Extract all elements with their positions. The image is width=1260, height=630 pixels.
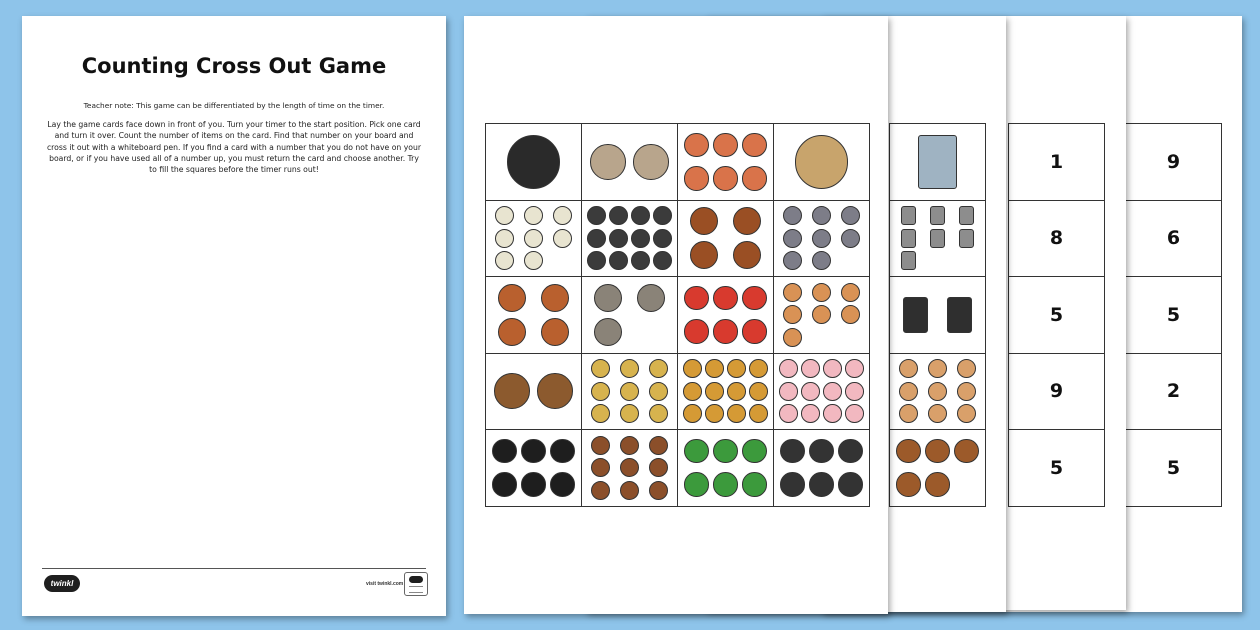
card-pictures: [491, 206, 576, 272]
cow-icon: [587, 229, 606, 248]
lion-icon: [649, 404, 668, 423]
animal-card-grid: [485, 123, 870, 507]
horse-black-icon: [550, 472, 574, 496]
card-pictures: [683, 435, 768, 501]
pig-icon: [823, 382, 842, 401]
card-pictures: [683, 359, 768, 425]
pig-icon: [779, 359, 798, 378]
card-giraffe[interactable]: [678, 354, 774, 431]
eye-icon: [896, 439, 920, 463]
card-phone[interactable]: [890, 277, 986, 354]
monkey-icon: [649, 436, 668, 455]
number-card[interactable]: 2: [1126, 354, 1222, 431]
page-title: Counting Cross Out Game: [81, 54, 387, 78]
hamster-icon: [841, 305, 860, 324]
card-cat[interactable]: [582, 124, 678, 201]
lion-icon: [591, 359, 610, 378]
cow-icon: [631, 206, 650, 225]
card-pictures: [779, 129, 864, 195]
guinea-pig-icon: [928, 359, 947, 378]
card-snake[interactable]: [678, 430, 774, 507]
spoon-icon: [901, 229, 915, 248]
cow-icon: [587, 251, 606, 270]
game-rules: Lay the game cards face down in front of you. Turn your timer to the start position. Pick one card and turn it over. Count the number of items on the card. Find that number on your board and cross it out with a whiteboard pen. If you find a card with a number that you do not have on your board, or if you have used all of a number up, you must return the card and choose another. Try to fill the squares before the timer runs out!: [46, 120, 422, 175]
rabbit-icon: [783, 229, 802, 248]
card-pictures: [587, 435, 672, 501]
card-pictures: [895, 435, 980, 501]
card-pictures: [895, 282, 980, 348]
squirrel-icon: [541, 318, 569, 346]
hen-icon: [733, 207, 761, 235]
pig-icon: [779, 382, 798, 401]
card-pictures: [895, 129, 980, 195]
number-card[interactable]: 5: [1009, 277, 1105, 354]
parrot-icon: [684, 319, 708, 343]
card-pictures: [491, 282, 576, 348]
hamster-icon: [783, 328, 802, 347]
card-pictures: [895, 206, 980, 272]
parrot-icon: [742, 286, 766, 310]
cow-icon: [609, 206, 628, 225]
lion-icon: [591, 404, 610, 423]
guinea-pig-icon: [899, 359, 918, 378]
monkey-icon: [620, 481, 639, 500]
hen-icon: [690, 207, 718, 235]
pig-icon: [823, 359, 842, 378]
sheep-icon: [524, 206, 543, 225]
badge-icon: [404, 572, 428, 596]
pig-icon: [801, 359, 820, 378]
card-sheep[interactable]: [486, 201, 582, 278]
monkey-icon: [591, 436, 610, 455]
spoon-icon: [959, 229, 973, 248]
snake-icon: [684, 472, 708, 496]
card-pictures: [587, 129, 672, 195]
twinkl-logo: twinkl: [44, 575, 80, 592]
penguin-icon: [780, 439, 804, 463]
guinea-pig-icon: [957, 404, 976, 423]
horse-black-icon: [550, 439, 574, 463]
giraffe-icon: [749, 404, 768, 423]
rabbit-icon: [812, 251, 831, 270]
dog-icon: [507, 135, 561, 189]
number-card[interactable]: 5: [1126, 430, 1222, 507]
object-card-grid: [889, 123, 986, 507]
sheep-icon: [495, 229, 514, 248]
number-card[interactable]: 9: [1126, 124, 1222, 201]
hamster-icon: [812, 305, 831, 324]
card-cow[interactable]: [582, 201, 678, 278]
phone-icon: [903, 297, 928, 333]
monkey-icon: [649, 481, 668, 500]
bird-icon: [684, 133, 708, 157]
card-horse-black[interactable]: [486, 430, 582, 507]
horse-icon: [795, 135, 849, 189]
card-lion[interactable]: [582, 354, 678, 431]
rabbit-icon: [812, 206, 831, 225]
penguin-icon: [838, 439, 862, 463]
guinea-pig-icon: [899, 382, 918, 401]
spoon-icon: [901, 206, 915, 225]
sheep-icon: [553, 229, 572, 248]
horse-black-icon: [521, 439, 545, 463]
hamster-icon: [841, 283, 860, 302]
guinea-pig-icon: [899, 404, 918, 423]
card-pictures: [683, 282, 768, 348]
cow-icon: [653, 251, 672, 270]
cow-icon: [609, 229, 628, 248]
monkey-icon: [620, 436, 639, 455]
giraffe-icon: [727, 404, 746, 423]
cow-icon: [587, 206, 606, 225]
monkey-icon: [591, 458, 610, 477]
penguin-icon: [780, 472, 804, 496]
card-pictures: [491, 129, 576, 195]
cat-icon: [590, 144, 626, 180]
number-card[interactable]: 8: [1009, 201, 1105, 278]
eye-icon: [896, 472, 920, 496]
card-pictures: [683, 129, 768, 195]
horse-black-icon: [521, 472, 545, 496]
squirrel-icon: [498, 318, 526, 346]
monkey-icon: [620, 458, 639, 477]
monkey-icon: [591, 481, 610, 500]
parrot-icon: [684, 286, 708, 310]
snake-icon: [713, 439, 737, 463]
card-pictures: [491, 435, 576, 501]
eye-icon: [954, 439, 978, 463]
rabbit-icon: [841, 206, 860, 225]
guinea-pig-icon: [957, 382, 976, 401]
lion-icon: [620, 404, 639, 423]
mouse-icon: [594, 318, 622, 346]
card-pictures: [779, 206, 864, 272]
snake-icon: [742, 439, 766, 463]
card-monkey[interactable]: [582, 430, 678, 507]
penguin-icon: [809, 439, 833, 463]
horse-black-icon: [492, 439, 516, 463]
card-bear[interactable]: [486, 354, 582, 431]
card-pictures: [895, 359, 980, 425]
spoon-icon: [901, 251, 915, 270]
tap-icon: [918, 135, 956, 189]
mouse-icon: [637, 284, 665, 312]
snake-icon: [742, 472, 766, 496]
cow-icon: [653, 229, 672, 248]
card-parrot[interactable]: [678, 277, 774, 354]
number-card[interactable]: 5: [1126, 277, 1222, 354]
pig-icon: [779, 404, 798, 423]
pig-icon: [823, 404, 842, 423]
spoon-icon: [959, 206, 973, 225]
rabbit-icon: [783, 206, 802, 225]
parrot-icon: [713, 286, 737, 310]
guinea-pig-icon: [928, 382, 947, 401]
lion-icon: [649, 359, 668, 378]
horse-black-icon: [492, 472, 516, 496]
card-eye[interactable]: [890, 430, 986, 507]
giraffe-icon: [749, 359, 768, 378]
card-pig[interactable]: [774, 354, 870, 431]
sheep-icon: [524, 251, 543, 270]
card-rabbit[interactable]: [774, 201, 870, 278]
number-card[interactable]: 5: [1009, 430, 1105, 507]
giraffe-icon: [683, 382, 702, 401]
giraffe-icon: [705, 382, 724, 401]
giraffe-icon: [727, 359, 746, 378]
pig-icon: [801, 404, 820, 423]
number-card[interactable]: 6: [1126, 201, 1222, 278]
penguin-icon: [838, 472, 862, 496]
card-pictures: [779, 359, 864, 425]
number-card[interactable]: 1: [1009, 124, 1105, 201]
pig-icon: [845, 404, 864, 423]
rabbit-icon: [783, 251, 802, 270]
rabbit-icon: [841, 229, 860, 248]
guinea-pig-icon: [957, 359, 976, 378]
parrot-icon: [713, 319, 737, 343]
card-squirrel[interactable]: [486, 277, 582, 354]
animal-sheet: [464, 16, 888, 614]
number-card[interactable]: 9: [1009, 354, 1105, 431]
mouse-icon: [594, 284, 622, 312]
lion-icon: [620, 359, 639, 378]
pig-icon: [845, 359, 864, 378]
bird-icon: [684, 166, 708, 190]
pig-icon: [801, 382, 820, 401]
rabbit-icon: [812, 229, 831, 248]
hamster-icon: [783, 305, 802, 324]
card-pictures: [587, 359, 672, 425]
guinea-pig-icon: [928, 404, 947, 423]
giraffe-icon: [727, 382, 746, 401]
card-pictures: [779, 435, 864, 501]
giraffe-icon: [749, 382, 768, 401]
cow-icon: [609, 251, 628, 270]
giraffe-icon: [683, 404, 702, 423]
bear-icon: [537, 373, 573, 409]
sheep-icon: [553, 206, 572, 225]
card-pictures: [587, 282, 672, 348]
eye-icon: [925, 472, 949, 496]
card-tap[interactable]: [890, 124, 986, 201]
card-pictures: [491, 359, 576, 425]
bird-icon: [713, 133, 737, 157]
bird-icon: [742, 133, 766, 157]
phone-icon: [947, 297, 972, 333]
card-mouse[interactable]: [582, 277, 678, 354]
spoon-icon: [930, 229, 944, 248]
squirrel-icon: [498, 284, 526, 312]
spoon-icon: [930, 206, 944, 225]
monkey-icon: [649, 458, 668, 477]
card-pictures: [779, 282, 864, 348]
sheep-icon: [495, 251, 514, 270]
hen-icon: [733, 241, 761, 269]
squirrel-icon: [541, 284, 569, 312]
visit-link[interactable]: visit twinkl.com: [366, 581, 404, 587]
number-grid-b: [1125, 123, 1222, 507]
bird-icon: [742, 166, 766, 190]
lion-icon: [591, 382, 610, 401]
pig-icon: [845, 382, 864, 401]
hen-icon: [690, 241, 718, 269]
card-pictures: [683, 206, 768, 272]
hamster-icon: [812, 283, 831, 302]
cow-icon: [631, 229, 650, 248]
lion-icon: [620, 382, 639, 401]
cow-icon: [653, 206, 672, 225]
bear-icon: [494, 373, 530, 409]
sheep-icon: [524, 229, 543, 248]
penguin-icon: [809, 472, 833, 496]
teacher-note: Teacher note: This game can be differentiated by the length of time on the timer.: [83, 101, 385, 110]
card-pictures: [587, 206, 672, 272]
card-dog[interactable]: [486, 124, 582, 201]
giraffe-icon: [683, 359, 702, 378]
card-bird[interactable]: [678, 124, 774, 201]
sheep-icon: [495, 206, 514, 225]
eye-icon: [925, 439, 949, 463]
card-penguin[interactable]: [774, 430, 870, 507]
cow-icon: [631, 251, 650, 270]
instruction-sheet: [22, 16, 446, 616]
card-hen[interactable]: [678, 201, 774, 278]
lion-icon: [649, 382, 668, 401]
bird-icon: [713, 166, 737, 190]
snake-icon: [713, 472, 737, 496]
number-grid-a: [1008, 123, 1105, 507]
card-horse[interactable]: [774, 124, 870, 201]
giraffe-icon: [705, 359, 724, 378]
parrot-icon: [742, 319, 766, 343]
hamster-icon: [783, 283, 802, 302]
card-spoon[interactable]: [890, 201, 986, 278]
snake-icon: [684, 439, 708, 463]
card-guinea-pig[interactable]: [890, 354, 986, 431]
footer-divider: [42, 568, 426, 569]
card-hamster[interactable]: [774, 277, 870, 354]
cat-icon: [633, 144, 669, 180]
giraffe-icon: [705, 404, 724, 423]
